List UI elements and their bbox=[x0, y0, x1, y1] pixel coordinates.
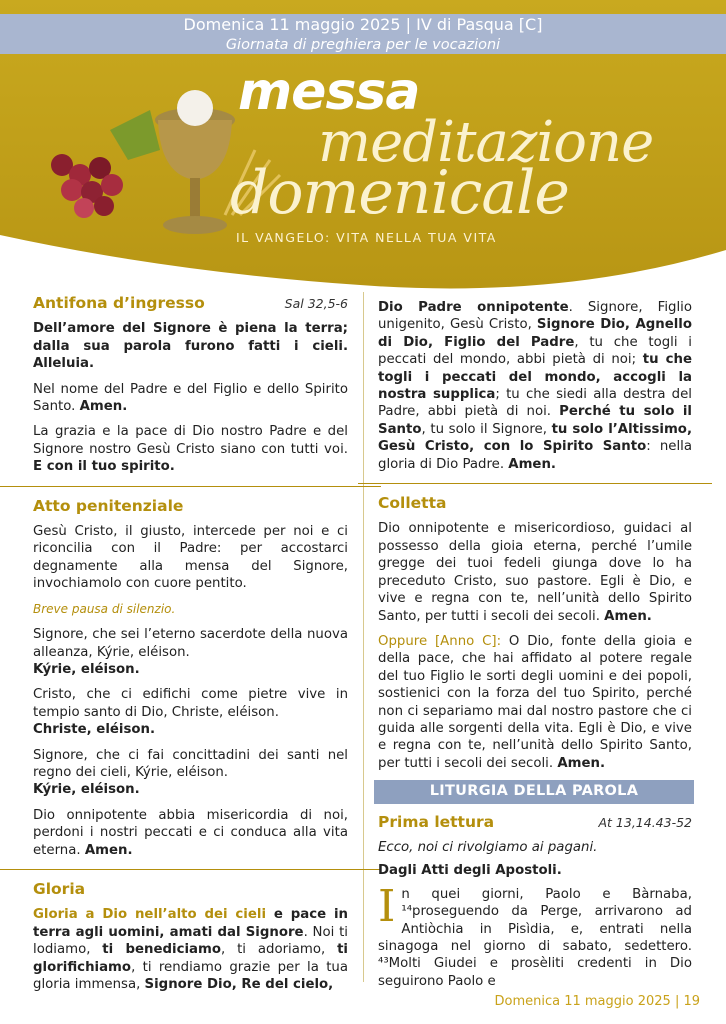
section-divider bbox=[358, 483, 712, 484]
right-column bbox=[378, 299, 692, 998]
tagline: IL VANGELO: VITA NELLA TUA VITA bbox=[236, 230, 497, 245]
title-messa: messa bbox=[238, 62, 420, 122]
antifona-verse: Dell’amore del Signore è piena la terra; dalla sua parola furono fatti i cieli. Alleluia. bbox=[33, 321, 348, 372]
kyrie-2: Cristo, che ci edifichi come pietre vive in tempio santo di Dio, Christe, eléison. Christe, eléison. bbox=[33, 687, 348, 738]
liturgia-banner: LITURGIA DELLA PAROLA bbox=[374, 780, 694, 803]
atto-pause: Breve pausa di silenzio. bbox=[33, 601, 176, 616]
left-column bbox=[33, 295, 348, 1001]
atto-section bbox=[33, 498, 348, 859]
colletta-text: Dio onnipotente e misericordioso, guidaci al possesso della gioia eterna, perché l’umile gregge dei tuoi fedeli giunga dove lo ha preceduto Cristo, suo pastore. Egli è Dio, e vive e regna con te, nell’unità dello Spirito Santo, per tutti i secoli dei secoli. Amen. bbox=[378, 521, 692, 624]
absolution: Dio onnipotente abbia misericordia di noi, perdoni i nostri peccati e ci conduca alla vita eterna. Amen. bbox=[33, 807, 348, 858]
prima-subtitle: Ecco, noi ci rivolgiamo ai pagani. bbox=[378, 839, 598, 855]
prima-title: Prima lettura bbox=[378, 812, 495, 831]
prima-ref: At 13,14.43-52 bbox=[598, 814, 692, 830]
kyrie-1: Signore, che sei l’eterno sacerdote della nuova alleanza, Kýrie, eléison. Kýrie, eléison. bbox=[33, 627, 348, 677]
antifona-section bbox=[33, 295, 348, 476]
colletta-section bbox=[378, 495, 692, 772]
gloria-text-start: Gloria a Dio nell’alto dei cieli e pace in terra agli uomini, amati dal Signore. Noi ti lodiamo, ti benediciamo, ti adoriamo, ti glorifichiamo, ti rendiamo grazie per la tua gloria immensa, Signore Dio, Re del cielo, bbox=[33, 907, 348, 992]
atto-title: Atto penitenziale bbox=[33, 496, 184, 515]
gloria-section bbox=[33, 881, 348, 993]
kyrie-3: Signore, che ci fai concittadini dei santi nel regno dei cieli, Kýrie, eléison. Kýrie, eléison. bbox=[33, 747, 348, 798]
date-heading bbox=[0, 14, 726, 56]
prima-text: In quei giorni, Paolo e Bàrnaba, ¹⁴proseguendo da Perge, arrivarono ad Antiòchia in Pisìdia, e, entrati nella sinagoga nel giorno di sabato, sedettero. ⁴³Molti Giudei e prosèliti credenti in Dio seguirono Paolo e bbox=[378, 880, 692, 989]
atto-intro: Gesù Cristo, il giusto, intercede per noi e ci riconcilia con il Padre: per accostarci degnamente alla mensa del Signore, invochiamolo con cuore pentito. bbox=[33, 524, 348, 592]
occasion-line: Giornata di preghiera per le vocazioni bbox=[225, 37, 501, 53]
column-divider bbox=[363, 292, 364, 982]
gloria-text-continued: Dio Padre onnipotente. Signore, Figlio unigenito, Gesù Cristo, Signore Dio, Agnello di Dio, Figlio del Padre, tu che togli i peccati del mondo, abbi pietà di noi; tu che togli i peccati del mondo, accogli la nostra supplica; tu che siedi alla destra del Padre, abbi pietà di noi. Perché tu solo il Santo, tu solo il Signore, tu solo l’Altissimo, Gesù Cristo, con lo Spirito Santo: nella gloria di Dio Padre. Amen. bbox=[378, 300, 693, 472]
colletta-title: Colletta bbox=[378, 494, 447, 513]
colletta-oppure: Oppure [Anno C]: O Dio, fonte della gioia e della pace, che hai affidato al potere regale del tuo Figlio le sorti degli uomini e dei popoli, sostienici con la forza del tuo Spirito, perché non ci separiamo mai dal nostro pastore che ci guida alle sorgenti della vita. Egli è Dio, e vive e regna con te, nell’unità dello Spirito Santo, per tutti i secoli dei secoli. Amen. bbox=[378, 633, 692, 771]
gloria-title: Gloria bbox=[33, 879, 86, 898]
date-line: Domenica 11 maggio 2025 | IV di Pasqua [C] bbox=[183, 15, 543, 34]
prima-from: Dagli Atti degli Apostoli. bbox=[378, 863, 562, 879]
masthead bbox=[0, 0, 726, 290]
antifona-title: Antifona d’ingresso bbox=[33, 294, 205, 312]
title-domenicale: domenicale bbox=[230, 158, 569, 228]
page-footer: Domenica 11 maggio 2025 | 19 bbox=[494, 994, 700, 1009]
section-divider bbox=[0, 486, 381, 487]
greeting: La grazia e la pace di Dio nostro Padre e del Signore nostro Gesù Cristo siano con tutti voi. E con il tuo spirito. bbox=[33, 424, 348, 475]
prima-lettura-section bbox=[378, 814, 692, 991]
dropcap: I bbox=[378, 880, 396, 932]
sign-of-cross: Nel nome del Padre e del Figlio e dello Spirito Santo. Amen. bbox=[33, 381, 348, 415]
antifona-ref: Sal 32,5-6 bbox=[284, 296, 348, 311]
section-divider bbox=[0, 869, 381, 870]
title-meditazione: meditazione bbox=[318, 110, 654, 175]
